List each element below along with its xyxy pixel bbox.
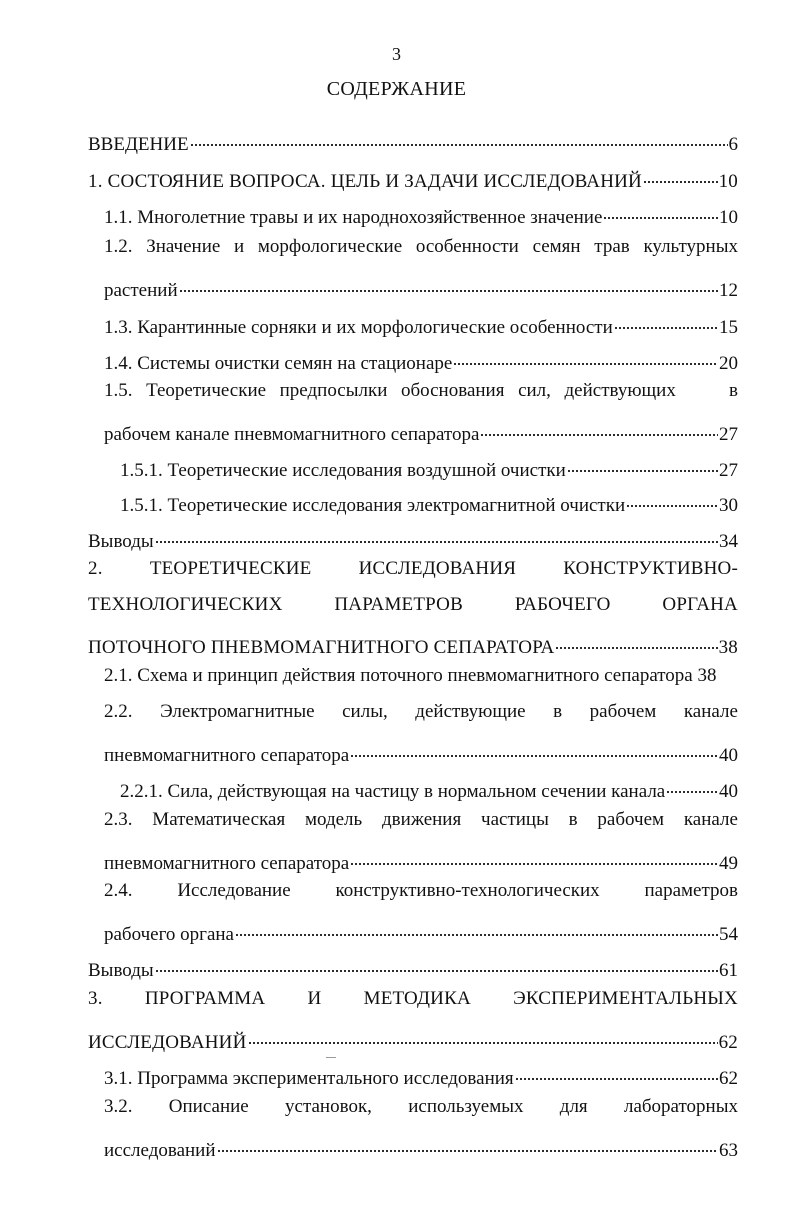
toc-word: для [559, 1096, 588, 1117]
toc-entry-text: Выводы [88, 960, 154, 981]
toc-word: частицы [481, 809, 549, 830]
toc-word: КОНСТРУКТИВНО- [563, 558, 738, 579]
dot-leader [350, 735, 718, 761]
dot-leader [179, 270, 718, 296]
toc-entry-text: 2.1. Схема и принцип действия поточного пневмомагнитного сепаратора 38 [104, 665, 717, 686]
dot-leader [515, 1058, 718, 1084]
toc-word: ТЕХНОЛОГИЧЕСКИХ [88, 594, 283, 615]
toc-page-number: 10 [719, 207, 738, 228]
toc-word: силы, [342, 701, 388, 722]
toc-word: 3. [88, 988, 103, 1009]
toc-word: Описание [168, 1096, 249, 1117]
toc-entry-text: пневмомагнитного сепаратора [104, 745, 350, 766]
toc-entry-2-2-line-2[interactable] [104, 735, 738, 766]
toc-word: в [729, 380, 738, 401]
dot-leader [603, 197, 718, 223]
toc-word: морфологические [257, 236, 403, 257]
toc-word: предпосылки [279, 380, 388, 401]
toc-word: сил, [518, 380, 551, 401]
toc-page-number: 27 [719, 460, 738, 481]
toc-entry-text: растений [104, 280, 178, 301]
toc-entry-1-4[interactable] [104, 343, 738, 374]
toc-entry-2-4-line-1[interactable] [104, 878, 738, 904]
toc-word: ОРГАНА [662, 594, 738, 615]
toc-page-number: 15 [719, 317, 738, 338]
toc-word: 1.5. [104, 380, 133, 401]
toc-entry-conclusions-2[interactable] [88, 950, 738, 981]
toc-word: 2.2. [104, 701, 133, 722]
toc-entry-2-3-line-1[interactable] [104, 807, 738, 833]
toc-page-number: 40 [719, 781, 738, 802]
toc-entry-conclusions-1[interactable] [88, 521, 738, 552]
toc-word: действующих [564, 380, 676, 401]
toc-word: Математическая [152, 809, 286, 830]
toc-entry-chapter-2-line-3[interactable] [88, 627, 738, 658]
dot-leader [567, 450, 718, 476]
toc-entry-1-1[interactable] [104, 197, 738, 228]
toc-page-number: 20 [719, 353, 738, 374]
toc-page-number: 38 [718, 637, 738, 658]
toc-word: в [553, 701, 563, 722]
page-title: СОДЕРЖАНИЕ [326, 78, 467, 100]
toc-word: лабораторных [623, 1096, 738, 1117]
toc-entry-text: 1.5.1. Теоретические исследования воздушной очистки [120, 460, 566, 481]
toc-word: движения [382, 809, 462, 830]
toc-page-number: 27 [719, 424, 738, 445]
dot-leader [190, 124, 728, 150]
toc-word: 2.4. [104, 880, 133, 901]
dot-leader [155, 521, 718, 547]
toc-page-number: 63 [719, 1140, 738, 1161]
dot-leader [643, 161, 718, 187]
toc-word: семян [532, 236, 581, 257]
toc-entry-intro[interactable] [88, 124, 738, 155]
toc-entry-2-1[interactable] [104, 663, 738, 689]
toc-entry-text: рабочем канале пневмомагнитного сепаратора [104, 424, 480, 445]
toc-page-number: 61 [719, 960, 738, 981]
toc-word: ЭКСПЕРИМЕНТАЛЬНЫХ [513, 988, 738, 1009]
toc-word: РАБОЧЕГО [514, 594, 611, 615]
toc-word: культурных [643, 236, 738, 257]
toc-word: Электромагнитные [160, 701, 315, 722]
dot-leader [248, 1022, 718, 1048]
toc-page-number: 30 [719, 495, 738, 516]
toc-word: рабочем [589, 701, 657, 722]
toc-word: 1.2. [104, 236, 133, 257]
toc-word: Теоретические [146, 380, 267, 401]
toc-word: обоснования [400, 380, 505, 401]
toc-word: используемых [408, 1096, 524, 1117]
toc-word: ТЕОРЕТИЧЕСКИЕ [149, 558, 312, 579]
toc-entry-3-2-line-1[interactable] [104, 1094, 738, 1120]
toc-page-number: 10 [718, 171, 738, 192]
toc-entry-text: 1. СОСТОЯНИЕ ВОПРОСА. ЦЕЛЬ И ЗАДАЧИ ИССЛЕДОВАНИЙ [88, 171, 642, 192]
toc-entry-text: 1.4. Системы очистки семян на стационаре [104, 353, 453, 374]
toc-entry-chapter-1[interactable] [88, 161, 738, 192]
toc-page-number: 34 [719, 531, 738, 552]
toc-entry-3-2-line-2[interactable] [104, 1130, 738, 1161]
toc-entry-chapter-2-line-1[interactable] [88, 556, 738, 582]
toc-word: МЕТОДИКА [363, 988, 471, 1009]
toc-word: Исследование [177, 880, 291, 901]
dot-leader [480, 414, 718, 440]
toc-word: конструктивно-технологических [335, 880, 600, 901]
toc-word: 2. [88, 558, 103, 579]
toc-entry-text: 2.2.1. Сила, действующая на частицу в нормальном сечении канала [120, 781, 666, 802]
toc-word: Значение [146, 236, 221, 257]
toc-word: действующие [415, 701, 526, 722]
toc-word: 2.3. [104, 809, 133, 830]
toc-entry-2-4-line-2[interactable] [104, 914, 738, 945]
toc-word: рабочем [597, 809, 665, 830]
toc-word: И [307, 988, 322, 1009]
toc-entry-text: ИССЛЕДОВАНИЙ [88, 1032, 247, 1053]
toc-entry-text: пневмомагнитного сепаратора [104, 853, 350, 874]
toc-entry-2-2-1[interactable] [120, 771, 738, 802]
dot-leader [155, 950, 718, 976]
toc-entry-text: 1.1. Многолетние травы и их народнохозяйственное значение [104, 207, 603, 228]
toc-entry-text: исследований [104, 1140, 216, 1161]
toc-word: ПРОГРАММА [144, 988, 266, 1009]
toc-entry-text: ПОТОЧНОГО ПНЕВМОМАГНИТНОГО СЕПАРАТОРА [88, 637, 555, 658]
toc-entry-1-5-line-1[interactable] [104, 378, 738, 404]
toc-word: параметров [644, 880, 738, 901]
toc-entry-1-3[interactable] [104, 307, 738, 338]
toc-word: ИССЛЕДОВАНИЯ [358, 558, 517, 579]
toc-entry-1-2-line-2[interactable] [104, 270, 738, 301]
toc-entry-text: 1.5.1. Теоретические исследования электромагнитной очистки [120, 495, 626, 516]
toc-entry-text: Выводы [88, 531, 154, 552]
dot-leader [666, 771, 718, 797]
word-gap [689, 378, 715, 404]
dot-leader [555, 627, 717, 653]
toc-word: трав [594, 236, 630, 257]
toc-entry-1-5-1-electromagnetic[interactable] [120, 485, 738, 516]
toc-entry-2-3-line-2[interactable] [104, 843, 738, 874]
toc-entry-text: рабочего органа [104, 924, 234, 945]
toc-word: ПАРАМЕТРОВ [334, 594, 463, 615]
dot-leader [350, 843, 718, 869]
toc-entry-text: 3.1. Программа экспериментального исследования [104, 1068, 514, 1089]
toc-word: канале [683, 809, 738, 830]
dot-leader [453, 343, 718, 369]
toc-page-number: 62 [719, 1068, 738, 1089]
toc-page-number: 49 [719, 853, 738, 874]
toc-entry-chapter-3-line-2[interactable] [88, 1022, 738, 1053]
toc-entry-text: ВВЕДЕНИЕ [88, 134, 189, 155]
toc-page-number: 12 [719, 280, 738, 301]
dot-leader [217, 1130, 718, 1156]
page-number: 3 [392, 44, 401, 64]
toc-entry-text: 1.3. Карантинные сорняки и их морфологические особенности [104, 317, 613, 338]
dot-leader [626, 485, 718, 511]
toc-page-number: 40 [719, 745, 738, 766]
toc-word: 3.2. [104, 1096, 133, 1117]
toc-entry-chapter-3-line-1[interactable] [88, 986, 738, 1012]
toc-word: и [234, 236, 245, 257]
toc-page-number: 6 [728, 134, 738, 155]
toc-page-number: 54 [719, 924, 738, 945]
toc-word: в [568, 809, 578, 830]
toc-entry-1-5-1-air[interactable] [120, 450, 738, 481]
toc-word: канале [683, 701, 738, 722]
toc-entry-chapter-2-line-2[interactable] [88, 592, 738, 618]
dot-leader [614, 307, 718, 333]
dot-leader [235, 914, 718, 940]
toc-entry-3-1[interactable] [104, 1058, 738, 1089]
toc-word: особенности [415, 236, 519, 257]
toc-entry-2-2-line-1[interactable] [104, 699, 738, 725]
toc-entry-1-5-line-2[interactable] [104, 414, 738, 445]
toc-entry-1-2-line-1[interactable] [104, 234, 738, 260]
toc-word: модель [304, 809, 363, 830]
toc-page-number: 62 [718, 1032, 738, 1053]
toc-word: установок, [285, 1096, 372, 1117]
